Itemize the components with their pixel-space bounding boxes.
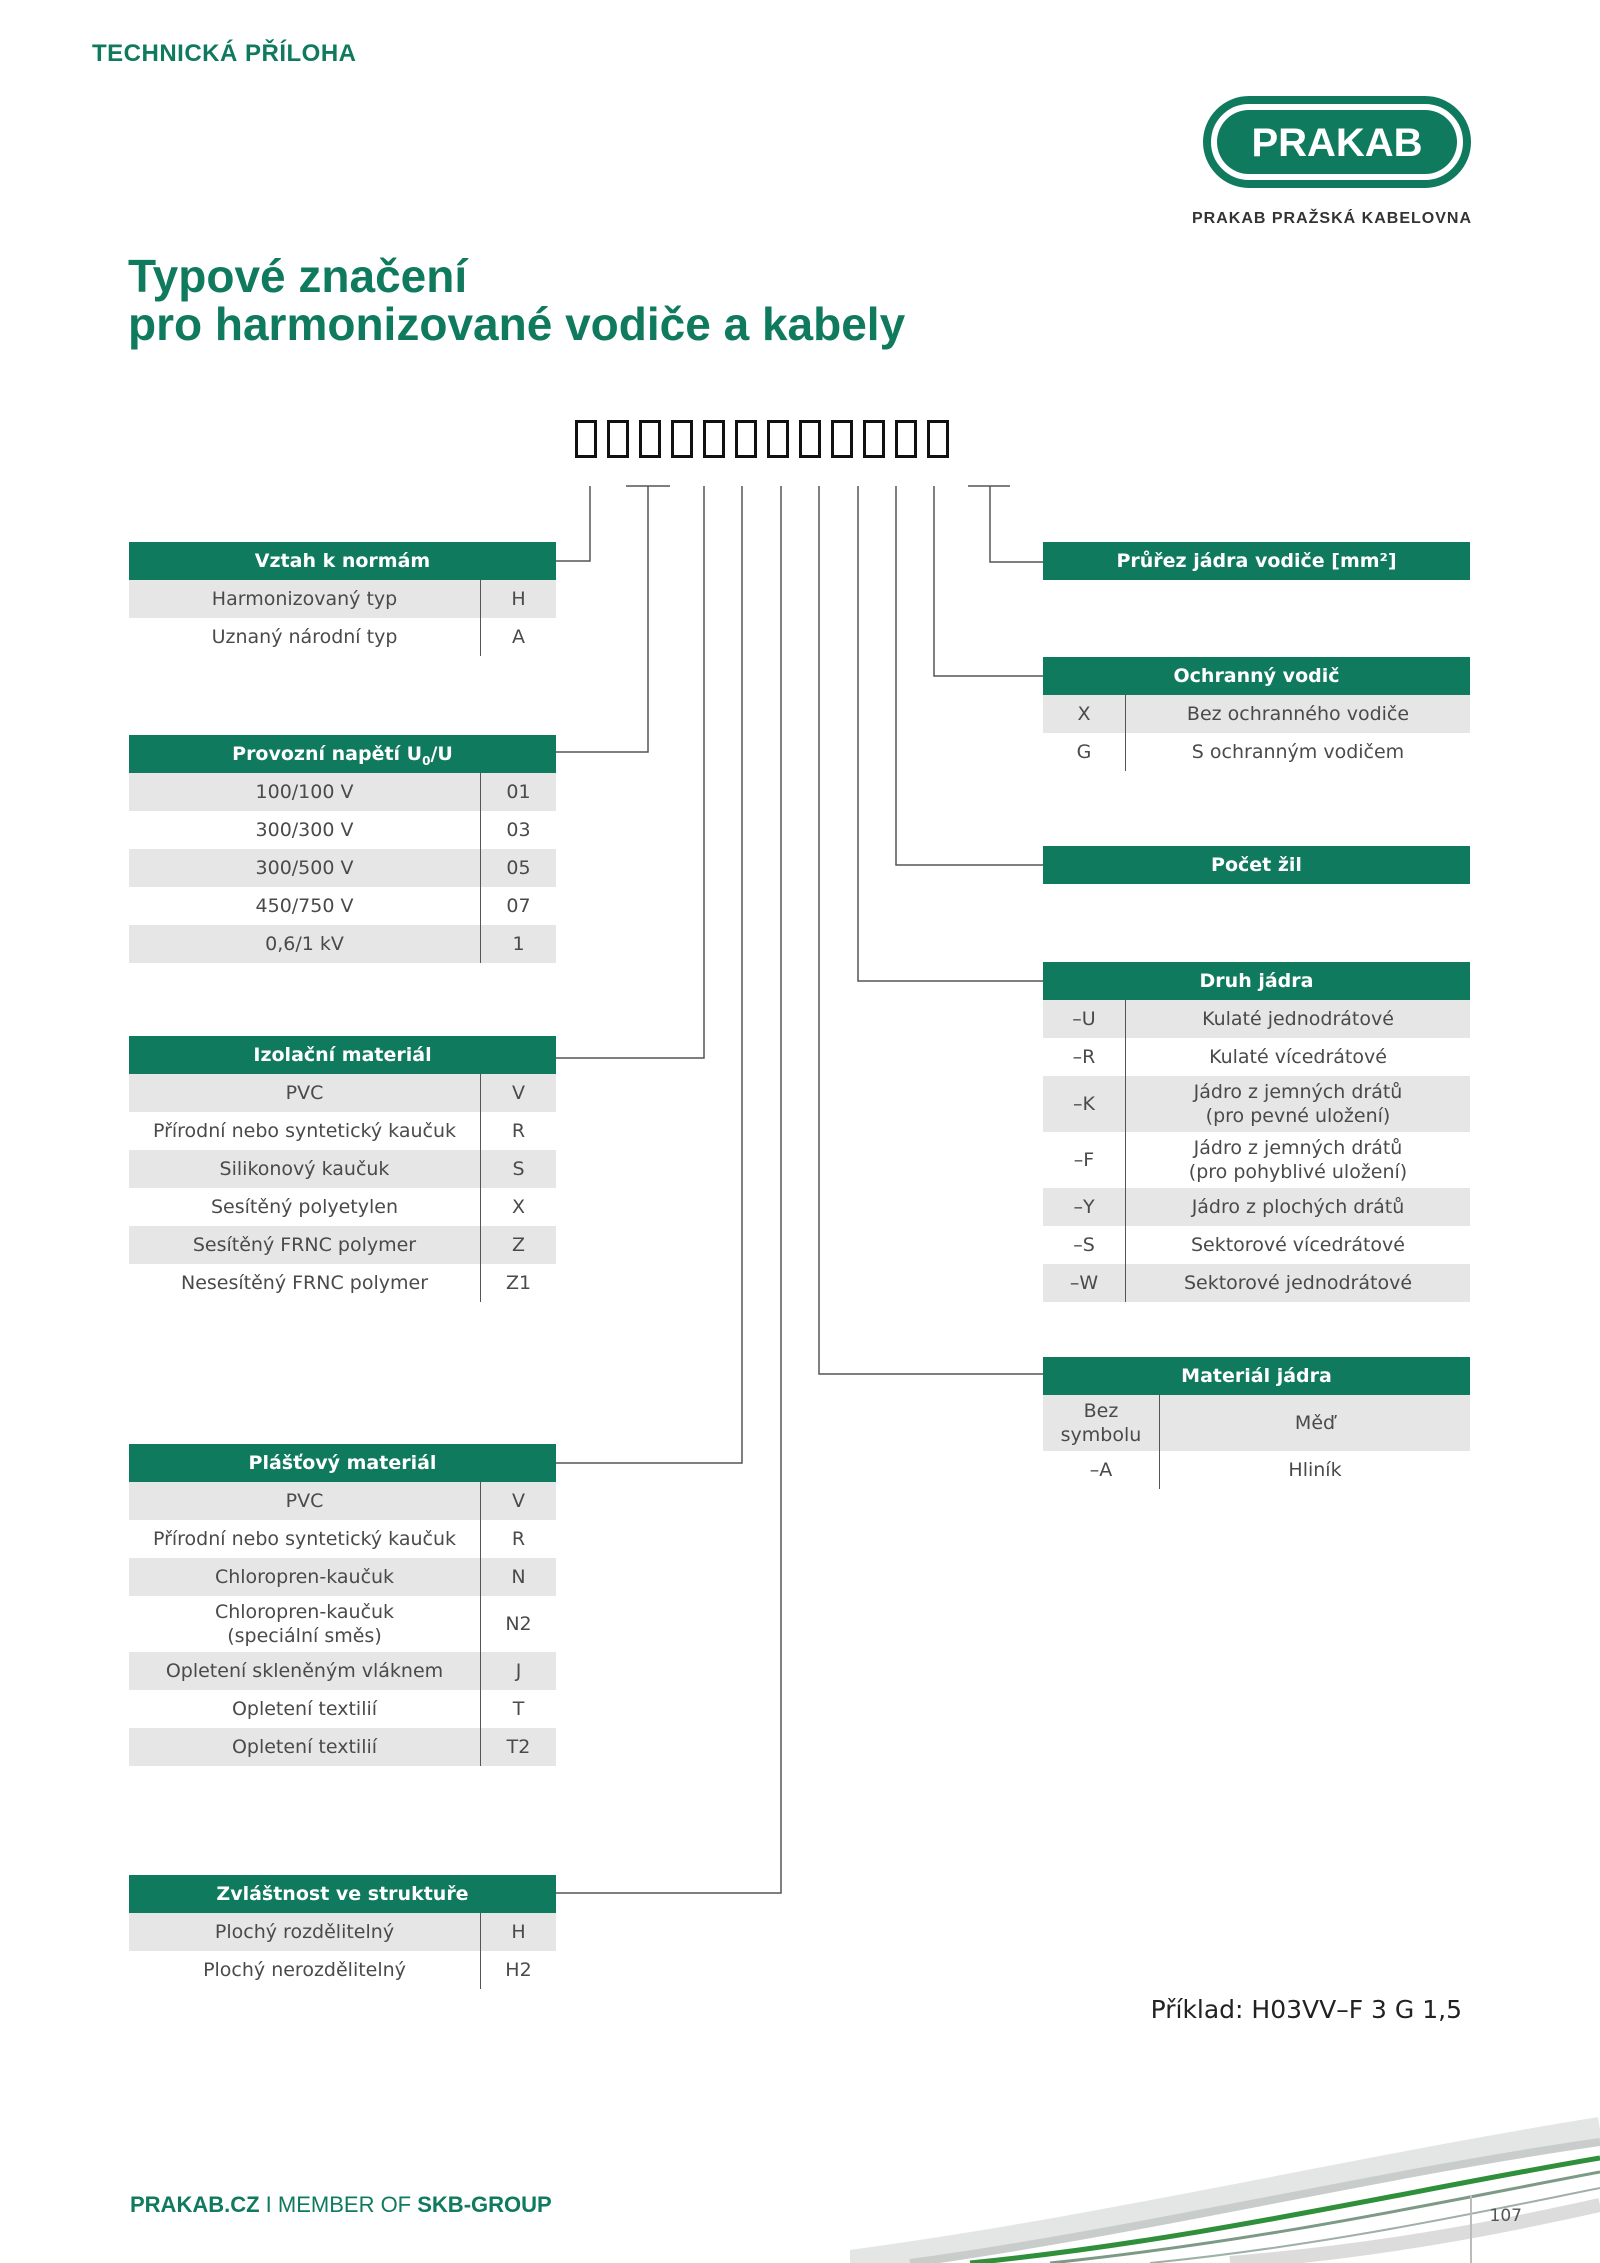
table-row: [1043, 1000, 1470, 1038]
row-label: PVC: [285, 1082, 324, 1104]
table-body: [129, 773, 556, 963]
table-row: [129, 618, 556, 656]
row-code: 03: [480, 811, 556, 849]
table-prurez-jadra: [1043, 542, 1470, 580]
row-label: Bez ochranného vodiče: [1125, 695, 1470, 733]
footer: [130, 2192, 552, 2218]
table-zvlastnost: [129, 1875, 556, 1989]
row-label: Plochý rozdělitelný: [214, 1921, 395, 1943]
table-plastovy-material: [129, 1444, 556, 1766]
table-material-jadra: [1043, 1357, 1470, 1489]
table-row: [1043, 1226, 1470, 1264]
row-code: –K: [1073, 1093, 1095, 1115]
row-label: Kulaté jednodrátové: [1125, 1000, 1470, 1038]
table-header: Počet žil: [1043, 846, 1470, 884]
example-code: Příklad: H03VV–F 3 G 1,5: [1150, 1995, 1462, 2024]
row-label: Sesítěný FRNC polymer: [192, 1234, 417, 1256]
row-code: –S: [1073, 1234, 1095, 1256]
row-label: 300/500 V: [255, 857, 354, 879]
table-pocet-zil: [1043, 846, 1470, 884]
table-body: [129, 580, 556, 656]
table-row: [129, 773, 556, 811]
row-label: 300/300 V: [255, 819, 354, 841]
row-label: Jádro z jemných drátů (pro pohyblivé uložení): [1125, 1132, 1470, 1188]
table-izolacni-material: [129, 1036, 556, 1302]
row-code: T: [480, 1690, 556, 1728]
row-code: –Y: [1073, 1196, 1095, 1218]
table-header: Druh jádra: [1043, 962, 1470, 1000]
table-row: [129, 1520, 556, 1558]
row-code: –R: [1072, 1046, 1096, 1068]
row-code: –W: [1069, 1272, 1099, 1294]
row-code: G: [1076, 741, 1092, 763]
table-row: [1043, 733, 1470, 771]
row-label: Kulaté vícedrátové: [1125, 1038, 1470, 1076]
row-label: Opletení textilií: [231, 1698, 378, 1720]
row-code: Z1: [480, 1264, 556, 1302]
table-header: [129, 735, 556, 773]
cable-decoration: [850, 2080, 1600, 2263]
table-row: [129, 849, 556, 887]
table-header: Zvláštnost ve struktuře: [129, 1875, 556, 1913]
row-label: Přírodní nebo syntetický kaučuk: [152, 1528, 457, 1550]
table-provozni-napeti: [129, 735, 556, 963]
table-row: [129, 1951, 556, 1989]
row-code: 01: [480, 773, 556, 811]
row-label: 0,6/1 kV: [265, 933, 344, 955]
row-code: –U: [1072, 1008, 1096, 1030]
row-label: Nesesítěný FRNC polymer: [181, 1272, 428, 1294]
table-header: Plášťový materiál: [129, 1444, 556, 1482]
row-label: Sektorové jednodrátové: [1125, 1264, 1470, 1302]
table-row: [1043, 1451, 1470, 1489]
table-row: [129, 1596, 556, 1652]
table-row: [129, 1074, 556, 1112]
section-kicker: TECHNICKÁ PŘÍLOHA: [92, 40, 357, 67]
header-text: Provozní napětí U: [232, 743, 423, 765]
table-row: [129, 1264, 556, 1302]
table-header: Ochranný vodič: [1043, 657, 1470, 695]
table-row: [129, 1226, 556, 1264]
row-code: H: [480, 1913, 556, 1951]
table-row: [129, 811, 556, 849]
table-row: [129, 1652, 556, 1690]
table-row: [1043, 1038, 1470, 1076]
row-code: X: [1077, 703, 1091, 725]
table-body: [1043, 1000, 1470, 1302]
footer-site: PRAKAB.CZ: [130, 2192, 260, 2217]
table-body: [129, 1074, 556, 1302]
row-label: Harmonizovaný typ: [211, 588, 398, 610]
table-header: Vztah k normám: [129, 542, 556, 580]
row-label: Přírodní nebo syntetický kaučuk: [152, 1120, 457, 1142]
table-row: [129, 1558, 556, 1596]
table-vztah-k-normam: [129, 542, 556, 656]
row-code: S: [480, 1150, 556, 1188]
table-row: [129, 1728, 556, 1766]
row-label: PVC: [285, 1490, 324, 1512]
table-druh-jadra: [1043, 962, 1470, 1302]
table-body: [129, 1482, 556, 1766]
row-code: R: [480, 1520, 556, 1558]
row-code: J: [480, 1652, 556, 1690]
row-code: Bez symbolu: [1060, 1400, 1142, 1446]
table-ochranny-vodic: [1043, 657, 1470, 771]
table-row: [129, 1482, 556, 1520]
table-row: [129, 925, 556, 963]
table-row: [129, 1690, 556, 1728]
row-label: Hliník: [1159, 1451, 1470, 1489]
header-subscript: 0: [422, 753, 431, 768]
table-row: [1043, 695, 1470, 733]
row-code: V: [480, 1482, 556, 1520]
row-code: 1: [480, 925, 556, 963]
row-code: N2: [480, 1596, 556, 1652]
table-body: [1043, 1395, 1470, 1489]
table-row: [1043, 1395, 1470, 1451]
row-label: Plochý nerozdělitelný: [203, 1959, 406, 1981]
row-label: Jádro z plochých drátů: [1125, 1188, 1470, 1226]
table-row: [129, 1112, 556, 1150]
table-row: [1043, 1188, 1470, 1226]
row-label: Měď: [1159, 1395, 1470, 1451]
row-code: Z: [480, 1226, 556, 1264]
row-code: –F: [1073, 1149, 1095, 1171]
table-body: [129, 1913, 556, 1989]
table-row: [1043, 1264, 1470, 1302]
table-row: [1043, 1132, 1470, 1188]
row-code: 07: [480, 887, 556, 925]
row-label: Silikonový kaučuk: [219, 1158, 390, 1180]
row-label: Opletení textilií: [231, 1736, 378, 1758]
row-code: 05: [480, 849, 556, 887]
row-label: Chloropren-kaučuk (speciální směs): [214, 1601, 395, 1647]
row-label: Sesítěný polyetylen: [211, 1196, 398, 1218]
row-code: V: [480, 1074, 556, 1112]
footer-separator: I MEMBER OF: [259, 2192, 418, 2217]
row-label: Chloropren-kaučuk: [214, 1566, 395, 1588]
company-name: PRAKAB PRAŽSKÁ KABELOVNA: [1191, 210, 1472, 227]
row-label: Sektorové vícedrátové: [1125, 1226, 1470, 1264]
table-row: [129, 887, 556, 925]
row-label: Jádro z jemných drátů (pro pevné uložení): [1125, 1076, 1470, 1132]
row-label: Uznaný národní typ: [211, 626, 398, 648]
table-header: Materiál jádra: [1043, 1357, 1470, 1395]
table-row: [1043, 1076, 1470, 1132]
row-code: T2: [480, 1728, 556, 1766]
header-text-end: /U: [430, 743, 453, 765]
table-row: [129, 580, 556, 618]
page-number: 107: [1489, 2206, 1522, 2226]
footer-group: SKB-GROUP: [417, 2192, 552, 2217]
row-code: A: [480, 618, 556, 656]
row-label: 450/750 V: [255, 895, 354, 917]
page-number-divider: [1470, 2195, 1472, 2263]
row-code: R: [480, 1112, 556, 1150]
row-label: S ochranným vodičem: [1125, 733, 1470, 771]
row-label: Opletení skleněným vláknem: [165, 1660, 444, 1682]
row-code: H: [480, 580, 556, 618]
title-line-2: pro harmonizované vodiče a kabely: [128, 298, 906, 350]
row-label: 100/100 V: [255, 781, 354, 803]
row-code: N: [480, 1558, 556, 1596]
table-row: [129, 1913, 556, 1951]
title-line-1: Typové značení: [128, 250, 468, 302]
table-header: Izolační materiál: [129, 1036, 556, 1074]
logo-text: PRAKAB: [1251, 121, 1423, 165]
table-row: [129, 1188, 556, 1226]
row-code: H2: [480, 1951, 556, 1989]
row-code: X: [480, 1188, 556, 1226]
table-row: [129, 1150, 556, 1188]
table-body: [1043, 695, 1470, 771]
row-code: –A: [1089, 1459, 1113, 1481]
table-header: Průřez jádra vodiče [mm²]: [1043, 542, 1470, 580]
